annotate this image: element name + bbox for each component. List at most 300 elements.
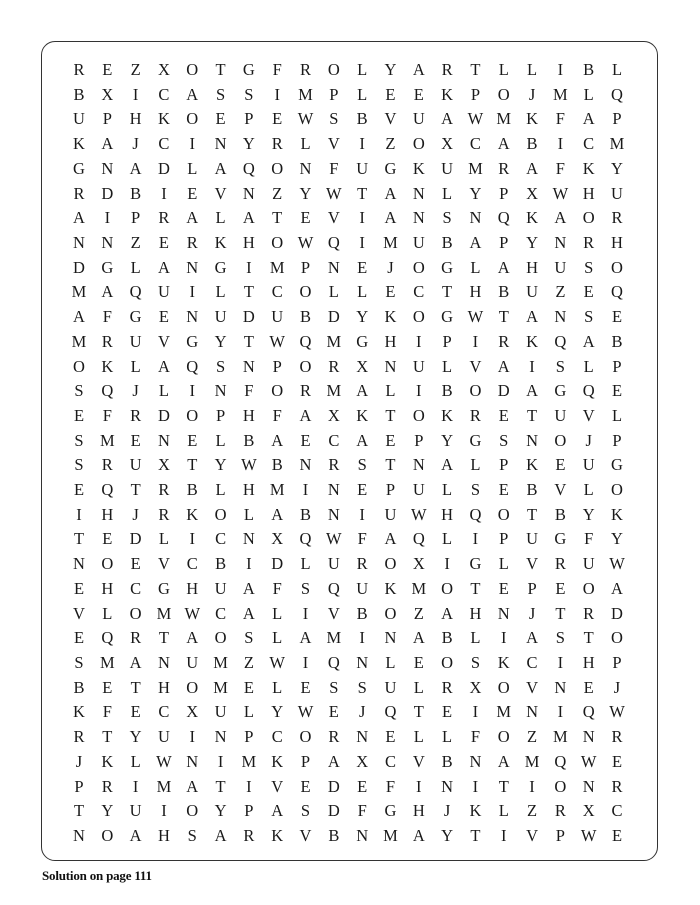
- grid-letter: A: [157, 257, 170, 277]
- grid-letter: O: [441, 653, 454, 673]
- grid-letter: I: [557, 702, 564, 722]
- grid-letter: J: [528, 84, 536, 104]
- grid-letter: R: [328, 727, 340, 747]
- grid-letter: A: [582, 331, 595, 351]
- grid-letter: T: [498, 307, 509, 327]
- grid-letter: K: [214, 232, 227, 252]
- grid-letter: P: [612, 653, 622, 673]
- grid-letter: Q: [327, 578, 340, 598]
- grid-letter: B: [73, 677, 85, 697]
- grid-letter: L: [158, 381, 169, 401]
- grid-letter: E: [385, 84, 396, 104]
- grid-letter: W: [297, 232, 314, 252]
- grid-letter: Z: [555, 282, 566, 302]
- grid-letter: F: [244, 381, 254, 401]
- grid-letter: A: [186, 628, 199, 648]
- grid-letter: T: [470, 578, 481, 598]
- grid-letter: V: [157, 554, 170, 574]
- grid-letter: D: [327, 307, 340, 327]
- grid-letter: V: [327, 603, 340, 623]
- grid-letter: N: [73, 826, 85, 845]
- grid-letter: W: [241, 455, 257, 475]
- grid-letter: K: [384, 578, 397, 598]
- grid-letter: P: [414, 430, 424, 450]
- grid-letter: Y: [242, 134, 255, 154]
- grid-letter: J: [443, 801, 451, 821]
- grid-letter: N: [157, 430, 170, 450]
- grid-letter: D: [271, 554, 284, 574]
- grid-letter: M: [269, 257, 285, 277]
- grid-letter: R: [73, 183, 85, 203]
- grid-letter: X: [327, 405, 340, 425]
- grid-letter: N: [327, 504, 340, 524]
- grid-letter: I: [359, 628, 365, 648]
- grid-letter: O: [186, 677, 199, 697]
- grid-letter: Z: [527, 727, 538, 747]
- grid-letter: U: [129, 801, 142, 821]
- grid-letter: O: [412, 405, 425, 425]
- grid-letter: K: [271, 826, 284, 845]
- grid-letter: I: [217, 751, 224, 771]
- grid-letter: A: [101, 282, 114, 302]
- grid-letter: P: [131, 208, 141, 228]
- grid-letter: H: [469, 603, 482, 623]
- grid-letter: V: [526, 677, 538, 697]
- grid-letter: Q: [327, 232, 340, 252]
- grid-letter: I: [557, 134, 564, 154]
- grid-letter: L: [385, 381, 396, 401]
- grid-letter: G: [129, 307, 142, 327]
- grid-letter: X: [157, 60, 170, 79]
- grid-letter: R: [300, 381, 312, 401]
- grid-letter: G: [611, 455, 623, 475]
- grid-letter: A: [441, 109, 454, 129]
- grid-letter: T: [385, 405, 396, 425]
- grid-letter: X: [356, 751, 369, 771]
- grid-letter: S: [74, 381, 84, 401]
- grid-letter: C: [130, 578, 142, 598]
- grid-letter: B: [554, 504, 566, 524]
- grid-letter: I: [472, 702, 479, 722]
- grid-letter: I: [500, 628, 507, 648]
- grid-letter: C: [158, 84, 170, 104]
- grid-letter: Y: [214, 455, 227, 475]
- grid-letter: H: [157, 826, 170, 845]
- grid-letter: A: [186, 776, 199, 796]
- grid-letter: P: [329, 84, 339, 104]
- grid-letter: Z: [272, 183, 283, 203]
- grid-letter: Q: [611, 84, 623, 104]
- grid-letter: A: [526, 158, 538, 178]
- grid-letter: Q: [242, 158, 255, 178]
- grid-letter: E: [73, 405, 85, 425]
- grid-letter: A: [384, 183, 397, 203]
- grid-letter: T: [215, 60, 226, 79]
- grid-letter: R: [328, 455, 340, 475]
- grid-letter: U: [73, 109, 85, 129]
- grid-letter: K: [526, 208, 538, 228]
- grid-letter: L: [442, 727, 453, 747]
- grid-letter: B: [271, 455, 283, 475]
- grid-letter: L: [243, 702, 254, 722]
- grid-letter: G: [356, 331, 369, 351]
- grid-letter: M: [298, 84, 313, 104]
- grid-letter: S: [244, 84, 254, 104]
- grid-letter: S: [442, 208, 452, 228]
- grid-letter: R: [328, 356, 340, 376]
- grid-letter: O: [186, 109, 199, 129]
- grid-letter: X: [582, 801, 595, 821]
- grid-letter: U: [384, 677, 397, 697]
- grid-letter: B: [441, 232, 453, 252]
- grid-letter: C: [611, 801, 623, 821]
- grid-letter: G: [157, 578, 170, 598]
- grid-letter: H: [526, 257, 538, 277]
- grid-letter: H: [242, 405, 255, 425]
- grid-letter: W: [184, 603, 201, 623]
- grid-letter: Q: [327, 653, 340, 673]
- grid-letter: A: [526, 628, 538, 648]
- grid-letter: A: [327, 751, 340, 771]
- grid-letter: C: [186, 554, 198, 574]
- grid-letter: E: [498, 578, 509, 598]
- grid-letter: A: [73, 307, 85, 327]
- grid-letter: B: [441, 381, 453, 401]
- grid-letter: A: [441, 603, 454, 623]
- grid-letter: L: [357, 282, 368, 302]
- grid-letter: U: [214, 578, 227, 598]
- grid-letter: E: [272, 109, 283, 129]
- grid-letter: E: [187, 430, 198, 450]
- grid-letter: S: [555, 356, 565, 376]
- grid-letter: K: [101, 356, 114, 376]
- grid-letter: A: [526, 307, 538, 327]
- grid-letter: R: [583, 603, 595, 623]
- grid-letter: Z: [385, 134, 396, 154]
- grid-letter: R: [158, 504, 170, 524]
- grid-letter: A: [242, 208, 255, 228]
- grid-letter: H: [384, 331, 397, 351]
- grid-letter: R: [441, 677, 453, 697]
- grid-letter: J: [613, 677, 621, 697]
- grid-letter: N: [497, 603, 510, 623]
- grid-letter: I: [302, 603, 309, 623]
- grid-letter: Q: [186, 356, 199, 376]
- grid-letter: E: [555, 578, 566, 598]
- grid-letter: G: [101, 257, 114, 277]
- grid-letter: U: [129, 331, 142, 351]
- grid-letter: O: [299, 727, 312, 747]
- grid-letter: M: [241, 751, 257, 771]
- grid-letter: F: [584, 529, 594, 549]
- grid-letter: R: [498, 158, 510, 178]
- grid-letter: O: [412, 307, 425, 327]
- grid-letter: X: [469, 677, 482, 697]
- grid-letter: J: [132, 381, 139, 401]
- grid-letter: K: [271, 751, 284, 771]
- grid-letter: E: [187, 183, 198, 203]
- grid-letter: R: [73, 60, 85, 79]
- grid-letter: V: [384, 109, 397, 129]
- grid-letter: O: [214, 628, 227, 648]
- grid-letter: Z: [130, 232, 141, 252]
- grid-letter: Q: [101, 628, 114, 648]
- grid-letter: N: [469, 751, 482, 771]
- grid-letter: N: [157, 653, 170, 673]
- grid-letter: Y: [299, 183, 312, 203]
- grid-letter: A: [554, 208, 567, 228]
- grid-letter: E: [611, 381, 623, 401]
- grid-letter: A: [441, 455, 454, 475]
- grid-letter: S: [300, 801, 311, 821]
- grid-letter: R: [158, 480, 170, 500]
- grid-letter: I: [274, 84, 280, 104]
- grid-letter: H: [582, 183, 595, 203]
- grid-letter: L: [498, 554, 509, 574]
- grid-letter: Z: [130, 60, 141, 79]
- grid-letter: T: [385, 455, 396, 475]
- grid-letter: B: [526, 480, 538, 500]
- grid-letter: A: [497, 751, 510, 771]
- grid-letter: L: [243, 504, 254, 524]
- grid-letter: X: [101, 84, 114, 104]
- grid-letter: O: [469, 381, 482, 401]
- grid-letter: S: [215, 84, 226, 104]
- grid-letter: R: [498, 331, 510, 351]
- grid-letter: G: [554, 529, 567, 549]
- grid-letter: O: [611, 628, 623, 648]
- grid-letter: K: [526, 331, 538, 351]
- grid-letter: B: [130, 183, 142, 203]
- grid-letter: M: [609, 134, 625, 154]
- grid-letter: M: [496, 109, 512, 129]
- grid-letter: A: [356, 381, 369, 401]
- grid-letter: M: [326, 381, 342, 401]
- grid-letter: T: [357, 183, 368, 203]
- grid-letter: U: [412, 109, 425, 129]
- grid-letter: O: [441, 578, 454, 598]
- grid-letter: K: [526, 455, 538, 475]
- grid-letter: C: [328, 430, 340, 450]
- grid-letter: R: [583, 232, 595, 252]
- grid-letter: K: [526, 109, 538, 129]
- grid-letter: F: [272, 60, 282, 79]
- grid-letter: J: [75, 751, 83, 771]
- grid-letter: N: [186, 751, 199, 771]
- grid-letter: W: [326, 529, 342, 549]
- grid-letter: R: [101, 331, 113, 351]
- grid-letter: L: [130, 356, 141, 376]
- grid-letter: E: [102, 60, 113, 79]
- grid-letter: N: [73, 232, 85, 252]
- grid-letter: F: [102, 307, 112, 327]
- grid-letter: T: [130, 677, 141, 697]
- grid-letter: M: [468, 158, 483, 178]
- grid-letter: A: [384, 529, 397, 549]
- grid-letter: V: [157, 331, 170, 351]
- grid-letter: I: [359, 208, 365, 228]
- grid-letter: L: [583, 356, 594, 376]
- grid-letter: B: [186, 480, 198, 500]
- grid-letter: O: [497, 84, 510, 104]
- grid-letter: D: [101, 183, 114, 203]
- grid-letter: K: [611, 504, 623, 524]
- grid-letter: H: [611, 232, 623, 252]
- grid-letter: K: [73, 134, 85, 154]
- grid-letter: R: [130, 405, 142, 425]
- grid-letter: I: [359, 504, 365, 524]
- grid-letter: M: [99, 430, 115, 450]
- grid-letter: P: [215, 405, 226, 425]
- grid-letter: N: [214, 381, 227, 401]
- grid-letter: P: [385, 480, 396, 500]
- grid-letter: T: [187, 455, 198, 475]
- grid-letter: B: [73, 84, 85, 104]
- grid-letter: S: [300, 578, 311, 598]
- grid-letter: U: [611, 183, 623, 203]
- grid-letter: A: [497, 134, 510, 154]
- grid-letter: U: [327, 554, 340, 574]
- grid-letter: A: [271, 430, 284, 450]
- grid-letter: L: [611, 405, 623, 425]
- grid-letter: O: [271, 232, 284, 252]
- grid-letter: A: [299, 628, 312, 648]
- grid-letter: O: [186, 801, 199, 821]
- grid-letter: N: [186, 257, 199, 277]
- grid-letter: I: [246, 257, 252, 277]
- grid-letter: P: [244, 801, 254, 821]
- grid-letter: R: [300, 60, 312, 79]
- grid-letter: F: [272, 405, 282, 425]
- grid-letter: A: [384, 208, 397, 228]
- grid-letter: T: [413, 702, 424, 722]
- solution-note: Solution on page 111: [42, 868, 152, 883]
- grid-letter: U: [526, 282, 538, 302]
- grid-letter: Y: [129, 727, 142, 747]
- grid-letter: E: [385, 430, 396, 450]
- grid-letter: A: [526, 381, 538, 401]
- grid-letter: H: [242, 480, 255, 500]
- grid-letter: J: [132, 134, 139, 154]
- grid-letter: Z: [413, 603, 424, 623]
- grid-letter: U: [412, 480, 425, 500]
- grid-letter: S: [357, 455, 367, 475]
- grid-letter: L: [130, 257, 141, 277]
- grid-letter: W: [580, 751, 597, 771]
- grid-letter: M: [213, 653, 228, 673]
- grid-letter: Y: [469, 183, 482, 203]
- grid-letter: I: [189, 134, 195, 154]
- grid-letter: Y: [611, 529, 623, 549]
- grid-letter: P: [244, 109, 254, 129]
- grid-letter: B: [498, 282, 510, 302]
- grid-letter: A: [242, 578, 255, 598]
- grid-letter: T: [470, 60, 481, 79]
- grid-letter: T: [498, 776, 509, 796]
- grid-letter: U: [157, 282, 170, 302]
- grid-letter: I: [189, 381, 195, 401]
- grid-letter: I: [246, 776, 252, 796]
- grid-letter: I: [189, 727, 195, 747]
- grid-letter: I: [246, 554, 252, 574]
- grid-letter: H: [242, 232, 255, 252]
- grid-letter: Y: [526, 232, 538, 252]
- grid-letter: N: [214, 134, 227, 154]
- grid-letter: P: [272, 356, 282, 376]
- grid-letter: E: [300, 776, 311, 796]
- grid-letter: K: [582, 158, 595, 178]
- grid-letter: T: [527, 405, 538, 425]
- grid-letter: E: [300, 208, 311, 228]
- grid-letter: N: [299, 455, 312, 475]
- grid-letter: Q: [101, 381, 114, 401]
- grid-letter: Y: [384, 60, 397, 79]
- grid-letter: O: [271, 158, 284, 178]
- grid-letter: L: [215, 208, 226, 228]
- grid-letter: L: [130, 751, 141, 771]
- grid-letter: Q: [129, 282, 142, 302]
- grid-letter: N: [327, 257, 340, 277]
- grid-letter: V: [73, 603, 85, 623]
- grid-letter: O: [384, 554, 397, 574]
- grid-letter: S: [470, 653, 480, 673]
- grid-letter: M: [383, 232, 398, 252]
- grid-letter: U: [384, 504, 397, 524]
- grid-letter: E: [130, 554, 141, 574]
- grid-letter: O: [611, 480, 623, 500]
- grid-letter: E: [583, 282, 594, 302]
- grid-letter: M: [411, 578, 427, 598]
- grid-letter: R: [101, 455, 113, 475]
- grid-letter: O: [384, 603, 397, 623]
- grid-letter: R: [243, 826, 255, 845]
- grid-letter: L: [328, 282, 339, 302]
- grid-letter: N: [242, 183, 255, 203]
- grid-letter: Q: [384, 702, 397, 722]
- grid-letter: I: [416, 381, 422, 401]
- grid-letter: N: [554, 232, 567, 252]
- grid-letter: K: [73, 702, 85, 722]
- grid-letter: H: [101, 504, 114, 524]
- grid-letter: E: [357, 480, 368, 500]
- grid-letter: G: [554, 381, 567, 401]
- grid-letter: A: [214, 826, 227, 845]
- grid-letter: L: [300, 134, 311, 154]
- grid-letter: K: [497, 653, 510, 673]
- grid-letter: I: [472, 529, 479, 549]
- grid-letter: N: [73, 554, 85, 574]
- grid-letter: A: [129, 653, 142, 673]
- grid-letter: Y: [611, 158, 623, 178]
- grid-letter: G: [73, 158, 85, 178]
- grid-letter: H: [186, 578, 199, 598]
- grid-letter: O: [412, 257, 425, 277]
- grid-letter: L: [498, 801, 509, 821]
- grid-letter: R: [441, 60, 453, 79]
- grid-letter: G: [469, 554, 482, 574]
- grid-letter: A: [299, 405, 312, 425]
- grid-letter: W: [297, 109, 314, 129]
- grid-letter: S: [329, 677, 339, 697]
- grid-letter: D: [497, 381, 510, 401]
- grid-letter: W: [269, 653, 285, 673]
- grid-letter: R: [158, 208, 170, 228]
- grid-letter: Q: [101, 480, 114, 500]
- grid-letter: L: [442, 356, 453, 376]
- grid-letter: X: [526, 183, 538, 203]
- grid-letter: Y: [582, 504, 595, 524]
- grid-letter: E: [130, 430, 141, 450]
